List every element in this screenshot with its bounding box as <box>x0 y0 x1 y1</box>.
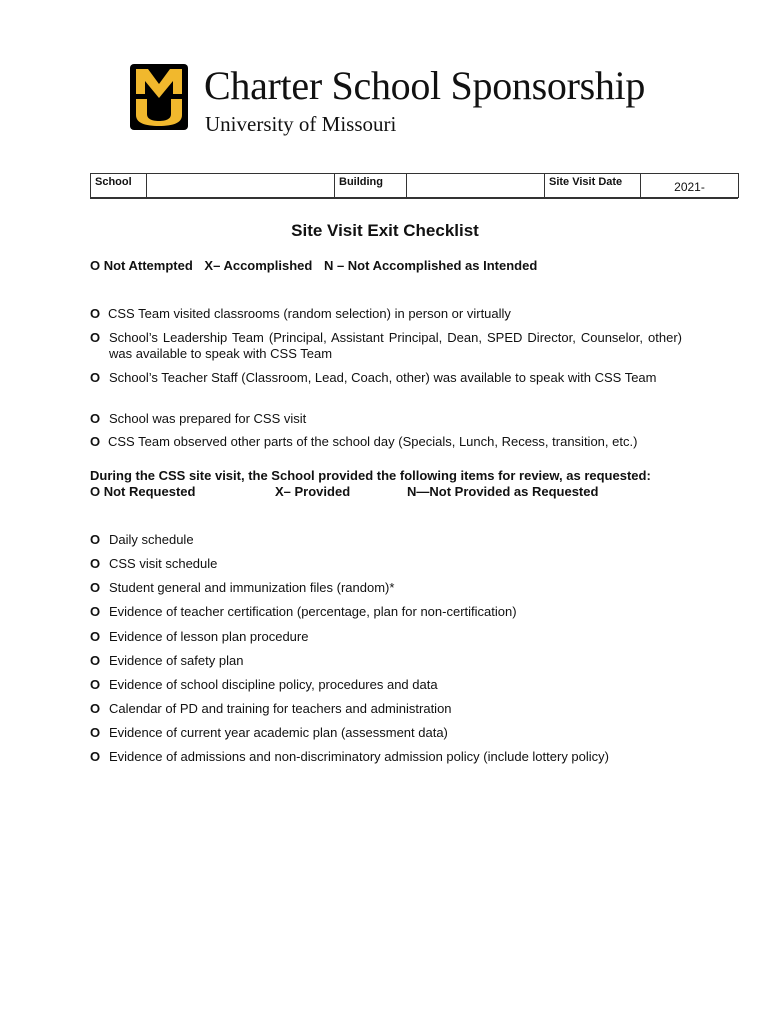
review-item[interactable] <box>90 580 690 596</box>
checkbox-mark[interactable]: O <box>90 629 101 644</box>
checkbox-mark[interactable]: O <box>90 701 101 716</box>
checklist-item[interactable] <box>90 411 690 427</box>
school-field[interactable] <box>147 174 335 198</box>
checkbox-mark[interactable]: O <box>90 411 101 426</box>
brand-subtitle: University of Missouri <box>205 112 397 136</box>
header <box>130 62 730 142</box>
checkbox-mark[interactable]: O <box>90 306 101 321</box>
review-item[interactable] <box>90 677 690 693</box>
review-item-text: Daily schedule <box>109 532 194 547</box>
review-item[interactable] <box>90 532 690 548</box>
checkbox-mark[interactable]: O <box>90 330 101 345</box>
checkbox-mark[interactable]: O <box>90 749 101 764</box>
checkbox-mark[interactable]: O <box>90 370 101 385</box>
checklist-text: School was prepared for CSS visit <box>109 411 307 426</box>
checkbox-mark[interactable]: O <box>90 434 101 449</box>
info-table-rule <box>90 197 738 199</box>
review-item[interactable] <box>90 701 690 717</box>
site-visit-date-label: Site Visit Date <box>545 174 641 198</box>
checkbox-mark[interactable]: O <box>90 677 101 692</box>
checklist-text: CSS Team visited classrooms (random selection) in person or virtually <box>108 306 511 321</box>
info-table <box>90 173 739 198</box>
checkbox-mark[interactable]: O <box>90 580 101 595</box>
legend-not-provided: N—Not Provided as Requested <box>407 484 599 499</box>
school-label: School <box>91 174 147 198</box>
brand-title: Charter School Sponsorship <box>204 63 646 108</box>
review-item[interactable] <box>90 629 690 645</box>
legend-not-attempted: O Not Attempted <box>90 258 193 273</box>
legend-not-accomplished: N – Not Accomplished as Intended <box>323 258 538 273</box>
review-item[interactable] <box>90 604 690 620</box>
review-item[interactable] <box>90 725 690 741</box>
checkbox-mark[interactable]: O <box>90 532 101 547</box>
site-visit-date-field[interactable]: 2021- <box>641 174 739 198</box>
review-item-text: Evidence of teacher certification (percentage, plan for non-certification) <box>109 604 517 619</box>
checkbox-mark[interactable]: O <box>90 604 101 619</box>
review-item-text: Evidence of admissions and non-discriminatory admission policy (include lottery policy) <box>109 749 609 764</box>
review-item[interactable] <box>90 749 710 765</box>
page-title: Site Visit Exit Checklist <box>291 221 479 240</box>
review-item-text: Evidence of lesson plan procedure <box>109 629 309 644</box>
checklist-text: School’s Teacher Staff (Classroom, Lead, Coach, other) was available to speak with CSS Team <box>109 370 657 385</box>
checklist-item[interactable] <box>90 370 682 386</box>
checklist-item[interactable] <box>90 306 690 322</box>
checkbox-mark[interactable]: O <box>90 653 101 668</box>
legend-accomplished: X– Accomplished <box>204 258 313 273</box>
building-label: Building <box>335 174 407 198</box>
building-field[interactable] <box>407 174 545 198</box>
checkbox-mark[interactable]: O <box>90 725 101 740</box>
checklist-item[interactable] <box>90 434 710 450</box>
review-item-text: Evidence of current year academic plan (assessment data) <box>109 725 448 740</box>
review-item[interactable] <box>90 653 690 669</box>
review-item-text: Student general and immunization files (random)* <box>109 580 395 595</box>
checkbox-mark[interactable]: O <box>90 556 101 571</box>
review-item-text: CSS visit schedule <box>109 556 218 571</box>
checklist-item[interactable] <box>90 330 682 362</box>
review-heading: During the CSS site visit, the School provided the following items for review, as requested: <box>90 468 651 483</box>
review-item-text: Evidence of safety plan <box>109 653 244 668</box>
checklist-text: CSS Team observed other parts of the school day (Specials, Lunch, Recess, transition, etc.) <box>108 434 638 449</box>
review-item[interactable] <box>90 556 690 572</box>
review-item-text: Evidence of school discipline policy, procedures and data <box>109 677 438 692</box>
checklist-text: School’s Leadership Team (Principal, Assistant Principal, Dean, SPED Director, Counselor, other) was available to speak with CSS Team <box>109 330 682 361</box>
review-item-text: Calendar of PD and training for teachers and administration <box>109 701 452 716</box>
legend <box>90 258 545 273</box>
mu-logo <box>130 64 188 130</box>
legend-provided: X– Provided <box>275 484 351 499</box>
legend-not-requested: O Not Requested <box>90 484 196 499</box>
